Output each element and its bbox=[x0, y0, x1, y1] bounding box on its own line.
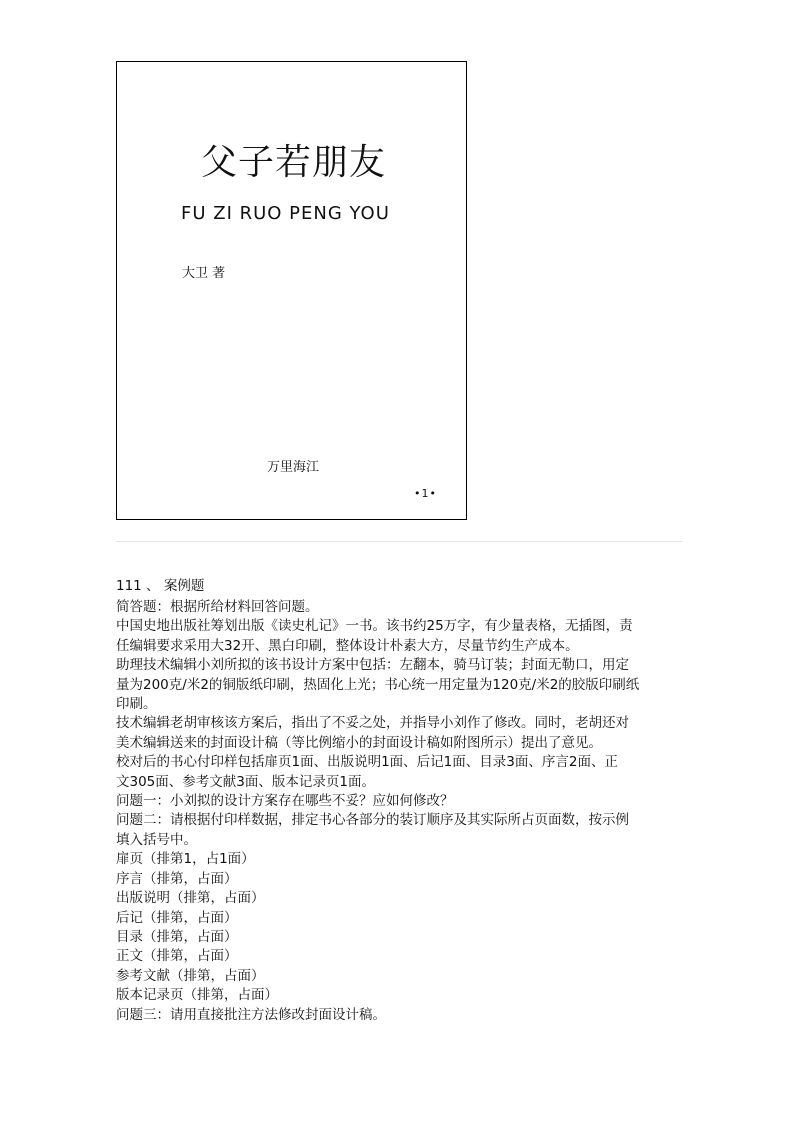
question-line: 量为200克/米2的铜版纸印刷，热固化上光；书心统一用定量为120克/米2的胶版印刷纸 bbox=[116, 676, 640, 693]
question-line: 出版说明（排第，占面） bbox=[116, 890, 265, 907]
question-line: 问题一：小刘拟的设计方案存在哪些不妥？应如何修改？ bbox=[116, 793, 454, 810]
question-line: 技术编辑老胡审核该方案后，指出了不妥之处，并指导小刘作了修改。同时，老胡还对 bbox=[116, 715, 629, 732]
section-divider bbox=[116, 541, 683, 542]
question-body bbox=[116, 598, 688, 1025]
question-line: 问题三：请用直接批注方法修改封面设计稿。 bbox=[116, 1006, 386, 1023]
question-line: 正文（排第，占面） bbox=[116, 948, 238, 965]
cover-title: 父子若朋友 bbox=[201, 142, 387, 183]
cover-publisher: 万里海江 bbox=[267, 460, 320, 475]
question-line: 扉页（排第1，占1面） bbox=[116, 851, 255, 868]
question-line: 填入括号中。 bbox=[116, 831, 197, 848]
cover-author: 大卫 著 bbox=[182, 266, 226, 281]
question-line: 问题二：请根据付印样数据，排定书心各部分的装订顺序及其实际所占页面数，按示例 bbox=[116, 812, 629, 829]
cover-pinyin-title: FU ZI RUO PENG YOU bbox=[181, 203, 390, 224]
question-line: 参考文献（排第，占面） bbox=[116, 967, 265, 984]
question-line: 印刷。 bbox=[116, 696, 157, 713]
question-line: 后记（排第，占面） bbox=[116, 909, 238, 926]
question-line: 中国史地出版社筹划出版《读史札记》一书。该书约25万字，有少量表格，无插图，责 bbox=[116, 618, 633, 635]
question-line: 简答题：根据所给材料回答问题。 bbox=[116, 599, 319, 615]
question-line: 助理技术编辑小刘所拟的该书设计方案中包括：左翻本，骑马订装；封面无勒口，用定 bbox=[116, 657, 629, 674]
cover-page-marker: •1• bbox=[414, 487, 437, 500]
question-line: 文305面、参考文献3面、版本记录页1面。 bbox=[116, 773, 375, 790]
question-line: 美术编辑送来的封面设计稿（等比例缩小的封面设计稿如附图所示）提出了意见。 bbox=[116, 734, 602, 751]
cover-design-figure bbox=[116, 61, 467, 520]
case-question bbox=[116, 576, 688, 1025]
question-line: 任编辑要求采用大32开、黑白印刷，整体设计朴素大方，尽量节约生产成本。 bbox=[116, 637, 579, 654]
question-heading: 111 、 案例题 bbox=[116, 578, 205, 594]
question-line: 校对后的书心付印样包括扉页1面、出版说明1面、后记1面、目录3面、序言2面、正 bbox=[116, 754, 618, 771]
question-line: 目录（排第，占面） bbox=[116, 928, 238, 945]
question-line: 序言（排第，占面） bbox=[116, 870, 238, 887]
question-line: 版本记录页（排第，占面） bbox=[116, 987, 278, 1004]
